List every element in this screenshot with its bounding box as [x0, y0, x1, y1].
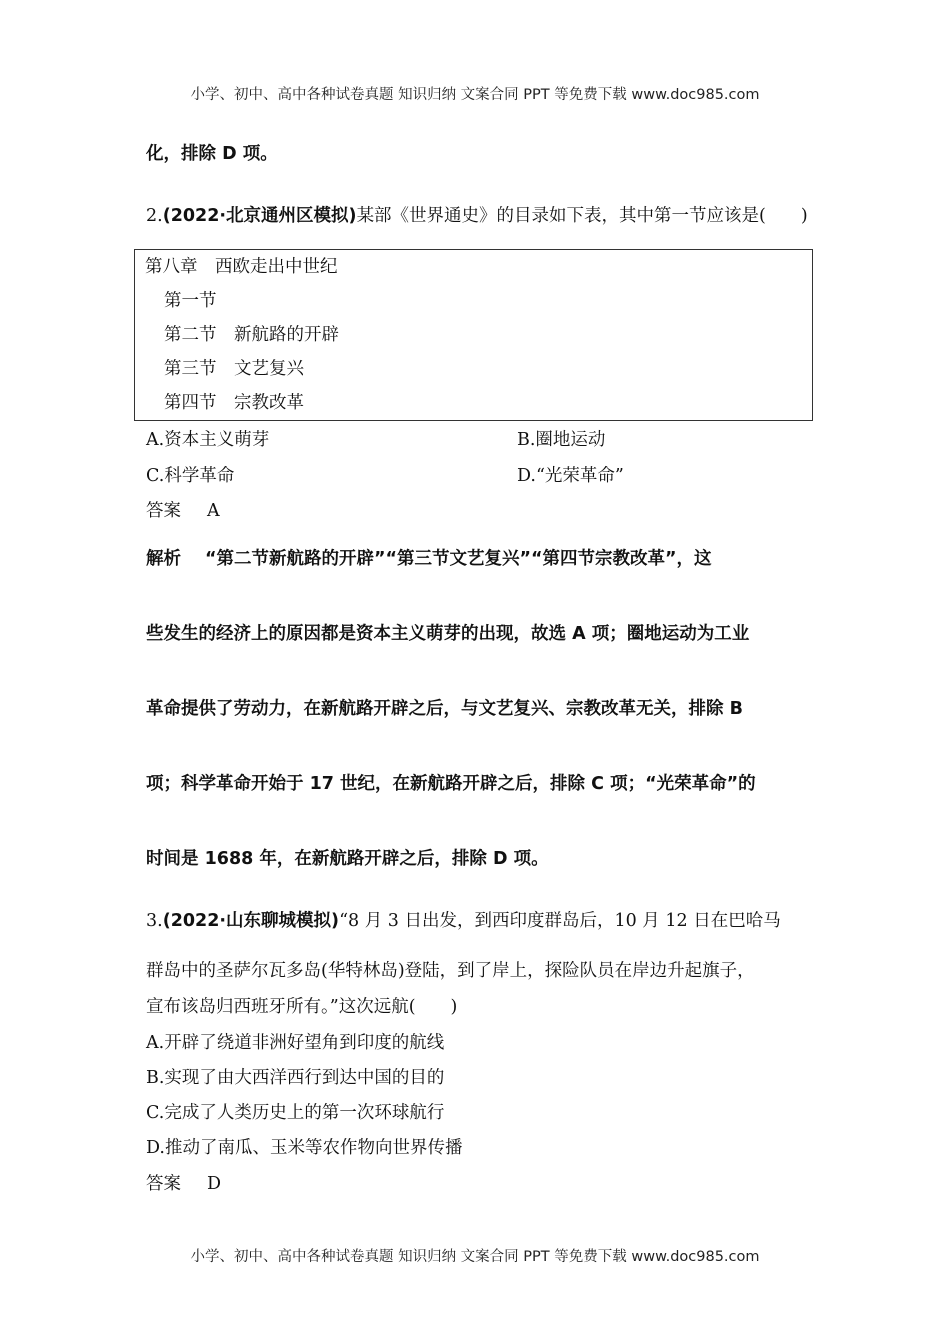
q3-answer-label: 答案 [146, 1174, 181, 1194]
q3-answer [146, 1170, 221, 1195]
q3-option-b: B.实现了由大西洋西行到达中国的目的 [146, 1068, 445, 1088]
q3-answer-value: D [207, 1174, 222, 1194]
q3-option-d: D.推动了南瓜、玉米等农作物向世界传播 [146, 1138, 463, 1158]
q3-stem-line-1 [146, 907, 781, 932]
q2-analysis-line-3: 革命提供了劳动力，在新航路开辟之后，与文艺复兴、宗教改革无关，排除 B [146, 699, 743, 719]
q2-analysis-line-4: 项；科学革命开始于 17 世纪，在新航路开辟之后，排除 C 项；“光荣革命”的 [146, 774, 756, 794]
q2-answer [146, 497, 220, 522]
q2-source: (2022·北京通州区模拟) [162, 206, 357, 226]
q2-answer-value: A [207, 501, 220, 521]
q2-stem: 某部《世界通史》的目录如下表，其中第一节应该是( ) [356, 206, 808, 226]
q3-number: 3. [146, 911, 163, 931]
q2-answer-label: 答案 [146, 501, 181, 521]
q3-option-a: A.开辟了绕道非洲好望角到印度的航线 [146, 1033, 445, 1053]
toc-table [134, 249, 813, 421]
q3-stem-text-1: “8 月 3 日出发，到西印度群岛后，10 月 12 日在巴哈马 [339, 911, 781, 931]
toc-section-4: 第四节 宗教改革 [164, 393, 304, 413]
q3-stem-line-2: 群岛中的圣萨尔瓦多岛(华特林岛)登陆，到了岸上，探险队员在岸边升起旗子， [146, 961, 755, 981]
q2-analysis-line-5: 时间是 1688 年，在新航路开辟之后，排除 D 项。 [146, 849, 549, 869]
previous-answer-tail: 化，排除 D 项。 [146, 144, 278, 164]
q2-analysis-label: 解析 [146, 549, 181, 569]
q2-analysis-line-2: 些发生的经济上的原因都是资本主义萌芽的出现，故选 A 项；圈地运动为工业 [146, 624, 750, 644]
q2-option-a: A.资本主义萌芽 [146, 430, 270, 450]
q3-option-c: C.完成了人类历史上的第一次环球航行 [146, 1103, 445, 1123]
page-footer: 小学、初中、高中各种试卷真题 知识归纳 文案合同 PPT 等免费下载 www.doc985.com [190, 1249, 760, 1265]
q2-analysis-line-1 [146, 545, 712, 570]
q2-option-c: C.科学革命 [146, 466, 235, 486]
toc-chapter: 第八章 西欧走出中世纪 [145, 257, 338, 277]
toc-section-2: 第二节 新航路的开辟 [164, 325, 339, 345]
q2-number: 2. [146, 206, 163, 226]
q2-option-b: B.圈地运动 [517, 430, 606, 450]
q3-stem-line-3: 宣布该岛归西班牙所有。”这次远航( ) [146, 997, 458, 1017]
q2-stem-line [146, 202, 808, 227]
page-header: 小学、初中、高中各种试卷真题 知识归纳 文案合同 PPT 等免费下载 www.doc985.com [190, 87, 760, 103]
q2-analysis-text-1: “第二节新航路的开辟”“第三节文艺复兴”“第四节宗教改革”，这 [205, 549, 712, 569]
toc-section-3: 第三节 文艺复兴 [164, 359, 304, 379]
q2-option-d: D.“光荣革命” [517, 466, 624, 486]
toc-section-1: 第一节 [164, 291, 217, 311]
q3-source: (2022·山东聊城模拟) [162, 911, 340, 931]
